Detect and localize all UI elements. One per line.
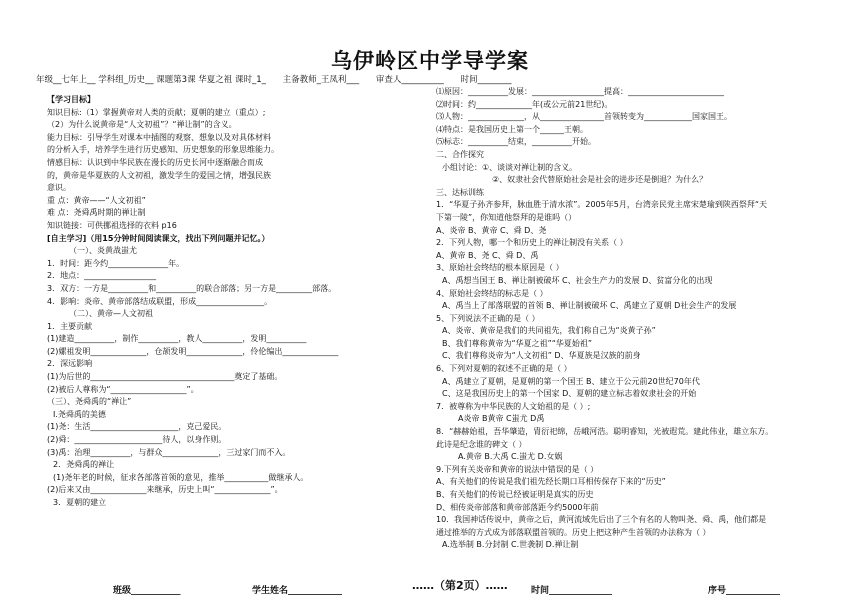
text-line: 3．双方：一方是__________和__________的联合部落；另一方是_________部落。 [47, 283, 337, 293]
text-line: (2)嫘祖发明______________，仓颉发明______________，伶伦编出______________ [47, 346, 339, 356]
right-column [436, 86, 856, 552]
answer-options: A、禹建立了夏朝，是夏朝的第一个国王 B、建立于公元前20世纪70年代 [442, 376, 700, 386]
text-line: 能力目标：引导学生对课本中插图的观察、想象以及对具体材料 [47, 132, 271, 142]
text-line: 3．夏朝的建立 [53, 498, 107, 507]
text-line: I.尧舜禹的美德 [53, 409, 106, 419]
page-footer [0, 575, 860, 599]
class-field: 班级___________ [113, 586, 181, 596]
text-line: (2)后来又由______________来继承，历史上叫“______________”。 [47, 485, 283, 495]
text-line: 2．尧舜禹的禅让 [53, 460, 115, 470]
text-line: ②、奴隶社会代替原始社会是社会的进步还是倒退？为什么？ [492, 175, 708, 185]
section-heading: 二、合作探究 [436, 149, 484, 159]
text-line: 知识链接：可供挪祖选择的衣料 p16 [47, 220, 177, 230]
question-line: 3、原始社会终结的根本原因是（ ） [436, 263, 564, 273]
answer-options: A、禹当上了部落联盟的首领 B、禅让制被破坏 C、禹建立了夏朝 D社会生产的发展 [442, 301, 737, 311]
text-line: (3)禹：治理__________，与群众______________，三过家门而不入。 [47, 447, 291, 457]
answer-options: A、炎帝 B、黄帝 C、舜 D、尧 [436, 225, 547, 235]
time-field: 时间______________ [531, 586, 613, 596]
answer-options: B、我们尊称黄帝为“华夏之祖”“华夏始祖” [442, 338, 593, 348]
answer-options: A、黄帝 B、尧 C、舜 D、禹 [436, 250, 539, 260]
question-line: 2．下列人物，哪一个和历史上的禅让制没有关系（ ） [436, 238, 628, 248]
text-line: (2)舜：______________________待人，以身作则。 [47, 435, 227, 445]
answer-options: A.黄帝 B.大禹 C.蚩尤 D.女娲 [458, 452, 563, 462]
subsection-heading: （三）、尧舜禹的“禅让” [47, 397, 132, 407]
section-heading: 【学习目标】 [47, 95, 95, 104]
text-line: 2．地点：__________________ [47, 271, 157, 281]
text-line: 1．主要贡献 [47, 321, 93, 331]
answer-options: A.选举制 B.分封制 C.世袭制 D.禅让制 [442, 540, 579, 550]
text-line: ⑴原因：__________发展：__________________提高：________________________ [436, 87, 724, 96]
answer-options: A、禹想当国王 B、禅让制被破坏 C、社会生产力的发展 D、贫富分化的出现 [442, 275, 713, 285]
text-line: ⑵时间：约______________年(或公元前21世纪)。 [436, 99, 613, 109]
question-line: 10．我国神话传说中，黄帝之后，黄河流域先后出了三个有名的人物叫尧、舜、禹，他们都是 [436, 515, 767, 525]
answer-options: B、有关他们的传说已经被证明是真实的历史 [436, 490, 594, 499]
question-line: 通过推举的方式成为部落联盟首领的。历史上把这种产生首领的办法称为（ ） [436, 527, 711, 537]
question-line: 6、下列对夏朝的叙述不正确的是（ ） [436, 364, 572, 374]
text-line: 小组讨论：①、谈谈对禅让制的含义。 [442, 162, 578, 172]
header-info [36, 73, 526, 85]
text-line: 4．影响：炎帝、黄帝部落结成联盟，形成_________________。 [47, 296, 273, 306]
grade-subject-lesson: 年级__七年上__ 学科组_历史__ 课题第3课 华夏之祖 课时_1_ [36, 75, 266, 85]
left-column [47, 94, 432, 510]
text-line: 1．时间：距今约_______________年。 [47, 258, 185, 268]
question-line: 1．“华夏子孙齐参拜，脉血胜于清水浓”。2005年5月，台湾亲民党主席宋楚瑜到陕西祭拜“天 [436, 200, 767, 210]
text-line: 知识目标:（1）掌握黄帝对人类的贡献；夏朝的建立（重点）; [47, 107, 266, 117]
question-line: 8．“赫赫始祖，吾华肇造，胄衍祀绵，岳峨河浩。聪明睿知，光被遐荒。建此伟业，雄立东方。 [436, 427, 774, 437]
question-line: 5、下列说法不正确的是（ ） [436, 313, 540, 323]
answer-options: A、炎帝、黄帝是我们的共同祖先，我们称自己为“炎黄子孙” [442, 326, 656, 336]
subsection-heading: （二）、黄帝—人文初祖 [69, 309, 153, 319]
lead-teacher: 主备教师_王凤利___ [282, 75, 360, 85]
text-line: （2）为什么说黄帝是“人文初祖”？“禅让制”的含义。 [47, 120, 237, 130]
text-line: (1)尧年老的时候，征求各部落首领的意见，推举___________做继承人。 [53, 472, 309, 482]
sequence-field: 序号____________ [708, 586, 781, 596]
text-line: (2)被后人尊称为“___________________”。 [47, 384, 199, 394]
text-line: ⑶人物：______________，从________________首领转变为____________国家国王。 [436, 112, 732, 122]
question-line: 9.下列有关炎帝和黄帝的说法中错误的是（ ） [436, 464, 599, 474]
text-line: (1)尧：生活______________________，克己爱民。 [47, 422, 227, 432]
text-line: ⑷特点：是我国历史上第一个______王朝。 [436, 124, 588, 134]
answer-options: A炎帝 B黄帝 C蚩尤 D禹 [458, 414, 545, 424]
text-line: (1)建造__________，制作__________，教人__________，发明__________ [47, 334, 307, 344]
text-line: 情感目标：认识到中华民族在漫长的历史长河中逐渐融合而成 [47, 157, 263, 167]
answer-options: A、有关他们的传说是我们祖先经长期口耳相传保存下来的“历史” [436, 477, 666, 487]
subsection-heading: （一）、炎黄战蚩尤 [69, 246, 137, 256]
text-line: 意识。 [47, 183, 71, 193]
text-line: (1)为后世的____________________________________奠定了基础。 [47, 372, 283, 382]
question-line: 下第一陵”，你知道他祭拜的是谁吗（） [436, 212, 577, 222]
reviewer: 审查人__________ [375, 75, 444, 85]
date-field: 时间________ [460, 75, 512, 85]
answer-options: C、我们尊称炎帝为“人文初祖” D、华夏族是汉族的前身 [442, 351, 641, 361]
question-line: 7．被尊称为中华民族的人文始祖的是（ ）; [436, 401, 591, 411]
text-line: 重 点：黄帝——“人文初祖” [47, 195, 146, 205]
answer-options: C、这是我国历史上的第一个国家 D、夏朝的建立标志着奴隶社会的开始 [442, 389, 697, 399]
section-heading: 三、达标训练 [436, 187, 484, 197]
text-line: 2．深远影响 [47, 359, 93, 369]
text-line: 的分析入手，培养学生进行历史感知、历史想象的形象思维能力。 [47, 145, 279, 155]
page-title: 乌伊岭区中学导学案 [331, 49, 529, 73]
section-heading: [自主学习]（用15分钟时间阅读课文，找出下列问题并记忆。） [47, 233, 270, 243]
answer-options: D、相传炎帝部落和黄帝部落距今约5000年前 [436, 502, 599, 512]
page-number: ……（第2页）…… [412, 579, 508, 592]
text-line: ⑸标志：__________结束，__________开始。 [436, 137, 596, 147]
text-line: 的，黄帝是华夏族的人文初祖，激发学生的爱国之情，增强民族 [47, 170, 271, 180]
student-name-field: 学生姓名____________ [252, 586, 343, 596]
question-line: 4、原始社会终结的标志是（ ） [436, 288, 548, 298]
question-line: 此诗是纪念谁的碑文（ ） [436, 439, 527, 449]
text-line: 难 点：尧舜禹时期的禅让制 [47, 208, 146, 218]
